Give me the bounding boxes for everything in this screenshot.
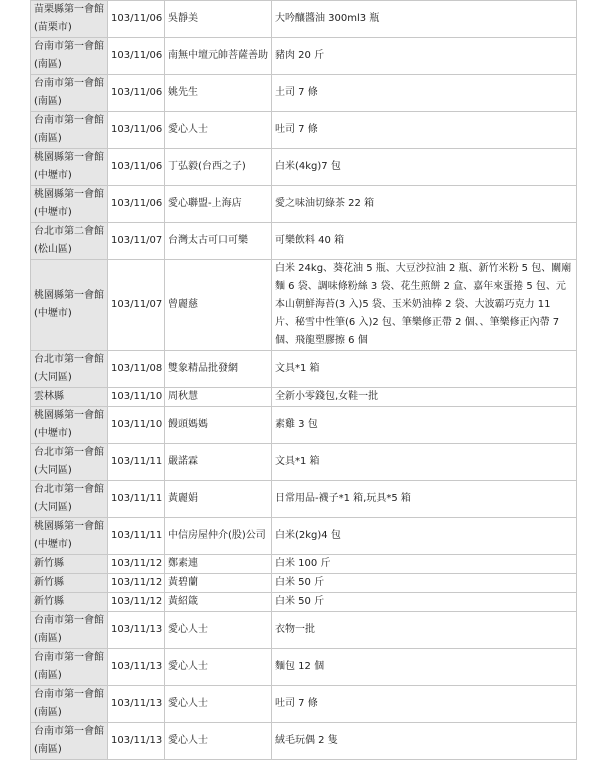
- donor-cell: 黃紹箴: [165, 593, 272, 612]
- branch-cell: [31, 518, 108, 555]
- donor-cell: 愛心人士: [165, 686, 272, 723]
- date-cell: 103/11/13: [108, 686, 165, 723]
- branch-name-line: (南區): [34, 707, 62, 718]
- branch-cell: [31, 481, 108, 518]
- branch-cell: [31, 388, 108, 407]
- table-row: [31, 351, 577, 388]
- item-cell: 白米(4kg)7 包: [272, 149, 577, 186]
- date-cell: 103/11/06: [108, 1, 165, 38]
- item-cell: 全新小零錢包,女鞋一批: [272, 388, 577, 407]
- item-cell: 日常用品-襪子*1 箱,玩具*5 箱: [272, 481, 577, 518]
- branch-name-line: 桃園縣第一會館: [34, 290, 104, 301]
- donor-cell: 愛心人士: [165, 112, 272, 149]
- donor-cell: 愛心人士: [165, 612, 272, 649]
- date-cell: 103/11/06: [108, 149, 165, 186]
- branch-name-line: (中壢市): [34, 539, 72, 550]
- donor-cell: 黃麗娟: [165, 481, 272, 518]
- table-row: [31, 38, 577, 75]
- item-cell: 文具*1 箱: [272, 444, 577, 481]
- branch-cell: [31, 686, 108, 723]
- branch-name-line: (南區): [34, 133, 62, 144]
- donor-cell: 曾麗慈: [165, 260, 272, 351]
- item-cell: 愛之味油切綠茶 22 箱: [272, 186, 577, 223]
- branch-name-line: 雲林縣: [34, 391, 64, 402]
- branch-name-line: 台南市第一會館: [34, 115, 104, 126]
- branch-cell: [31, 444, 108, 481]
- date-cell: 103/11/11: [108, 481, 165, 518]
- donor-cell: 饅頭媽媽: [165, 407, 272, 444]
- date-cell: 103/11/10: [108, 388, 165, 407]
- item-cell: 吐司 7 條: [272, 112, 577, 149]
- branch-name-line: (大同區): [34, 372, 72, 383]
- date-cell: 103/11/13: [108, 612, 165, 649]
- donor-cell: 中信房屋仲介(股)公司: [165, 518, 272, 555]
- date-cell: 103/11/07: [108, 260, 165, 351]
- date-cell: 103/11/10: [108, 407, 165, 444]
- branch-name-line: 新竹縣: [34, 558, 64, 569]
- branch-name-line: (南區): [34, 96, 62, 107]
- branch-name-line: 苗栗縣第一會館: [34, 4, 104, 15]
- branch-name-line: 台北市第一會館: [34, 484, 104, 495]
- branch-name-line: (中壢市): [34, 428, 72, 439]
- item-cell: 白米 50 斤: [272, 574, 577, 593]
- item-cell: 土司 7 條: [272, 75, 577, 112]
- branch-name-line: (南區): [34, 744, 62, 755]
- branch-cell: [31, 612, 108, 649]
- date-cell: 103/11/06: [108, 38, 165, 75]
- item-cell: 白米 100 斤: [272, 555, 577, 574]
- table-row: [31, 223, 577, 260]
- table-row: [31, 407, 577, 444]
- donor-cell: 鄭素連: [165, 555, 272, 574]
- table-row: [31, 612, 577, 649]
- table-row: [31, 555, 577, 574]
- branch-name-line: (南區): [34, 670, 62, 681]
- item-cell: 麵包 12 個: [272, 649, 577, 686]
- donor-cell: 姚先生: [165, 75, 272, 112]
- donor-cell: 愛心聯盟-上海店: [165, 186, 272, 223]
- branch-name-line: (南區): [34, 633, 62, 644]
- table-row: [31, 75, 577, 112]
- donation-table: [30, 0, 577, 760]
- branch-name-line: (中壢市): [34, 308, 72, 319]
- date-cell: 103/11/06: [108, 186, 165, 223]
- table-row: [31, 518, 577, 555]
- date-cell: 103/11/12: [108, 555, 165, 574]
- date-cell: 103/11/06: [108, 75, 165, 112]
- branch-cell: [31, 186, 108, 223]
- branch-name-line: 桃園縣第一會館: [34, 521, 104, 532]
- donor-cell: 台灣太古可口可樂: [165, 223, 272, 260]
- table-row: [31, 186, 577, 223]
- branch-cell: [31, 149, 108, 186]
- table-row: [31, 149, 577, 186]
- item-cell: 白米 24kg、葵花油 5 瓶、大豆沙拉油 2 瓶、新竹米粉 5 包、關廟麵 6 袋、調味條粉絲 3 袋、花生煎餅 2 盒、嘉年來蛋捲 5 包、元本山朝鮮海苔(3 入)5 袋、玉米奶油棒 2 袋、大波霸巧克力 11 片、秘雪中性筆(6 入)2 包、筆樂修正帶 2 個、、筆樂修正內帶 7 個、飛龍塑膠擦 6 個: [272, 260, 577, 351]
- branch-name-line: 台南市第一會館: [34, 615, 104, 626]
- branch-cell: [31, 593, 108, 612]
- item-cell: 衣物一批: [272, 612, 577, 649]
- table-row: [31, 444, 577, 481]
- branch-cell: [31, 574, 108, 593]
- branch-name-line: 新竹縣: [34, 596, 64, 607]
- date-cell: 103/11/12: [108, 593, 165, 612]
- date-cell: 103/11/11: [108, 444, 165, 481]
- table-row: [31, 481, 577, 518]
- branch-name-line: 台北市第一會館: [34, 354, 104, 365]
- item-cell: 吐司 7 條: [272, 686, 577, 723]
- table-row: [31, 112, 577, 149]
- donation-table-body: [31, 1, 577, 760]
- date-cell: 103/11/13: [108, 723, 165, 760]
- date-cell: 103/11/06: [108, 112, 165, 149]
- branch-cell: [31, 112, 108, 149]
- branch-cell: [31, 260, 108, 351]
- donor-cell: 愛心人士: [165, 649, 272, 686]
- branch-cell: [31, 38, 108, 75]
- branch-cell: [31, 75, 108, 112]
- branch-cell: [31, 723, 108, 760]
- branch-name-line: 台南市第一會館: [34, 78, 104, 89]
- item-cell: 白米 50 斤: [272, 593, 577, 612]
- table-row: [31, 723, 577, 760]
- donor-cell: 南無中壇元帥菩薩善助: [165, 38, 272, 75]
- branch-name-line: (大同區): [34, 502, 72, 513]
- date-cell: 103/11/11: [108, 518, 165, 555]
- item-cell: 文具*1 箱: [272, 351, 577, 388]
- item-cell: 白米(2kg)4 包: [272, 518, 577, 555]
- branch-cell: [31, 351, 108, 388]
- item-cell: 可樂飲料 40 箱: [272, 223, 577, 260]
- branch-cell: [31, 223, 108, 260]
- table-row: [31, 686, 577, 723]
- branch-name-line: (中壢市): [34, 207, 72, 218]
- branch-name-line: 桃園縣第一會館: [34, 410, 104, 421]
- branch-name-line: (大同區): [34, 465, 72, 476]
- date-cell: 103/11/08: [108, 351, 165, 388]
- branch-name-line: 桃園縣第一會館: [34, 152, 104, 163]
- table-row: [31, 260, 577, 351]
- branch-name-line: (南區): [34, 59, 62, 70]
- branch-name-line: (中壢市): [34, 170, 72, 181]
- branch-name-line: 新竹縣: [34, 577, 64, 588]
- branch-cell: [31, 555, 108, 574]
- donor-cell: 愛心人士: [165, 723, 272, 760]
- table-row: [31, 649, 577, 686]
- donor-cell: 丁弘毅(台西之子): [165, 149, 272, 186]
- donor-cell: 黃碧蘭: [165, 574, 272, 593]
- item-cell: 豬肉 20 斤: [272, 38, 577, 75]
- branch-name-line: 台南市第一會館: [34, 726, 104, 737]
- branch-name-line: 台南市第一會館: [34, 652, 104, 663]
- item-cell: 素雞 3 包: [272, 407, 577, 444]
- branch-name-line: 台北市第二會館: [34, 226, 104, 237]
- branch-name-line: 台南市第一會館: [34, 689, 104, 700]
- branch-cell: [31, 1, 108, 38]
- item-cell: 絨毛玩偶 2 隻: [272, 723, 577, 760]
- donor-cell: 吳靜美: [165, 1, 272, 38]
- date-cell: 103/11/13: [108, 649, 165, 686]
- date-cell: 103/11/07: [108, 223, 165, 260]
- branch-name-line: 台北市第一會館: [34, 447, 104, 458]
- table-row: [31, 574, 577, 593]
- table-row: [31, 593, 577, 612]
- branch-name-line: 桃園縣第一會館: [34, 189, 104, 200]
- date-cell: 103/11/12: [108, 574, 165, 593]
- item-cell: 大吟釀醬油 300ml3 瓶: [272, 1, 577, 38]
- branch-name-line: (松山區): [34, 244, 72, 255]
- branch-cell: [31, 649, 108, 686]
- branch-name-line: (苗栗市): [34, 22, 72, 33]
- donor-cell: 嚴諾霖: [165, 444, 272, 481]
- table-row: [31, 388, 577, 407]
- donor-cell: 周秋慧: [165, 388, 272, 407]
- branch-name-line: 台南市第一會館: [34, 41, 104, 52]
- table-row: [31, 1, 577, 38]
- branch-cell: [31, 407, 108, 444]
- donor-cell: 雙象精品批發網: [165, 351, 272, 388]
